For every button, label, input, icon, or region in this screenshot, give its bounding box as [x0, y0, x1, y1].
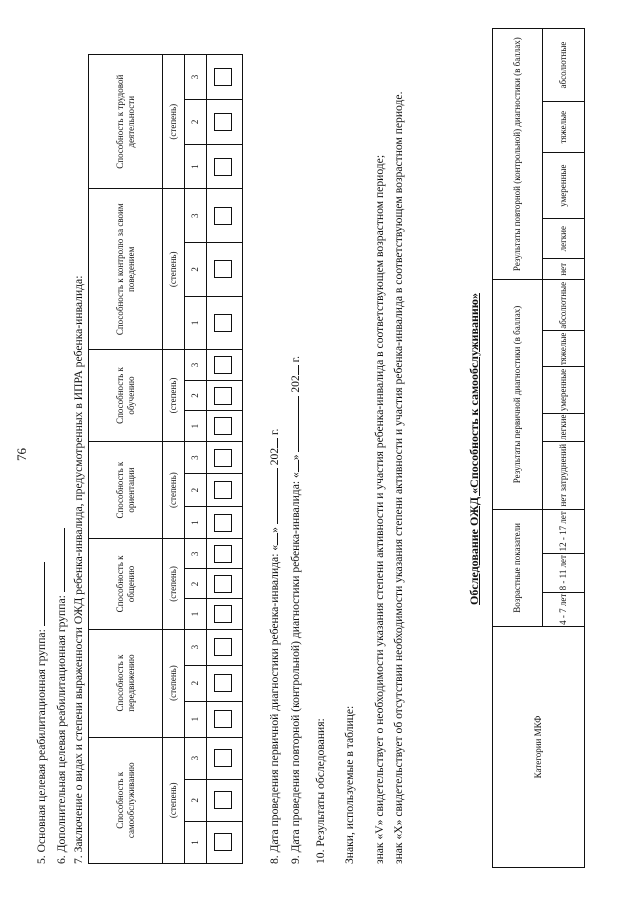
- degree-label-2: (степень): [163, 539, 185, 629]
- degree-label-3: (степень): [163, 441, 185, 539]
- degree-checkbox-cell: [207, 411, 243, 442]
- age-group-cell: 12 - 17 лет: [543, 509, 585, 553]
- degree-checkbox[interactable]: [214, 356, 232, 374]
- degree-checkbox-cell: [207, 701, 243, 737]
- degree-checkbox-cell: [207, 629, 243, 665]
- degree-checkbox[interactable]: [214, 113, 232, 131]
- page-number: 76: [14, 448, 29, 461]
- item-7-line: [72, 276, 85, 864]
- degree-checkbox-cell: [207, 380, 243, 411]
- ojd-header-row: [493, 29, 543, 868]
- degree-checkbox-cell: [207, 599, 243, 629]
- degree-checkbox-cell: [207, 243, 243, 297]
- degree-checkbox-cell: [207, 821, 243, 863]
- degree-checkbox-cell: [207, 189, 243, 243]
- degree-number: 3: [185, 737, 207, 779]
- degree-checkbox-cell: [207, 99, 243, 144]
- degree-checkbox-cell: [207, 506, 243, 539]
- date-8-month[interactable]: [267, 468, 278, 524]
- primary-score-cell: нет затруднений: [543, 441, 585, 509]
- degree-label-5: (степень): [163, 189, 185, 350]
- degree-checkbox[interactable]: [214, 710, 232, 728]
- date-9-year-prefix: 202: [289, 375, 302, 393]
- degree-label-4: (степень): [163, 350, 185, 442]
- degree-checkbox[interactable]: [214, 449, 232, 467]
- degree-number: 1: [185, 411, 207, 442]
- degree-number: 1: [185, 144, 207, 189]
- repeat-score-cell: тяжелые: [543, 102, 585, 153]
- degree-number: 3: [185, 55, 207, 100]
- degree-number: 3: [185, 350, 207, 381]
- ojd-table: [492, 28, 585, 868]
- age-group-cell: 4 - 7 лет: [543, 592, 585, 626]
- degree-number: 2: [185, 779, 207, 821]
- degree-label-1: (степень): [163, 629, 185, 737]
- date-8-year-prefix: 202: [268, 447, 281, 466]
- degree-number: 3: [185, 629, 207, 665]
- degree-checkbox[interactable]: [214, 575, 232, 593]
- item-6-line: [54, 528, 68, 864]
- degree-checkbox[interactable]: [214, 417, 232, 435]
- degree-checkbox[interactable]: [214, 158, 232, 176]
- degree-checkbox-cell: [207, 539, 243, 569]
- degree-row: [163, 55, 185, 864]
- degree-number: 2: [185, 380, 207, 411]
- degree-number: 3: [185, 539, 207, 569]
- degree-number: 1: [185, 296, 207, 350]
- ability-cell-4: Способность к обучению: [89, 350, 163, 442]
- degree-number: 2: [185, 474, 207, 507]
- ability-cell-1: Способность к передвижению: [89, 629, 163, 737]
- degree-number-row: [185, 55, 207, 864]
- repeat-score-cell: легкие: [543, 219, 585, 259]
- degree-checkbox[interactable]: [214, 481, 232, 499]
- degree-number: 3: [185, 189, 207, 243]
- section-title: Обследование ОЖД «Способность к самообслуживанию»: [467, 293, 481, 605]
- degree-number: 1: [185, 599, 207, 629]
- ability-cell-6: Способность к трудовой деятельности: [89, 55, 163, 189]
- degree-number: 1: [185, 506, 207, 539]
- item-5-label: 5. Основная целевая реабилитационная группа:: [35, 629, 48, 864]
- degree-checkbox[interactable]: [214, 314, 232, 332]
- degree-checkbox[interactable]: [214, 68, 232, 86]
- degree-number: 2: [185, 665, 207, 701]
- degree-checkbox-cell: [207, 441, 243, 474]
- date-9-mid: »: [289, 454, 302, 461]
- primary-score-cell: тяжелые: [543, 331, 585, 367]
- age-group-cell: 8 - 11 лет: [543, 553, 585, 592]
- degree-label-6: (степень): [163, 55, 185, 189]
- degree-number: 2: [185, 569, 207, 599]
- degree-label-0: (степень): [163, 737, 185, 863]
- degree-number: 1: [185, 701, 207, 737]
- date-8-line: [267, 429, 281, 864]
- degree-checkbox[interactable]: [214, 638, 232, 656]
- date-8-year[interactable]: [267, 438, 278, 448]
- item-10-label: 10. Результаты обследования:: [314, 718, 327, 864]
- degree-checkbox-cell: [207, 55, 243, 100]
- degree-checkbox[interactable]: [214, 833, 232, 851]
- item-5-line: [34, 562, 48, 864]
- degree-checkbox[interactable]: [214, 514, 232, 532]
- degree-checkbox-cell: [207, 144, 243, 189]
- degree-checkbox-cell: [207, 737, 243, 779]
- date-9-prefix: 9. Дата проведения повторной (контрольной) диагностики ребенка-инвалида: «: [289, 472, 302, 864]
- date-8-mid: »: [268, 527, 281, 533]
- item-5-blank[interactable]: [34, 562, 45, 626]
- date-8-year-suffix: г.: [268, 428, 281, 435]
- item-6-blank[interactable]: [54, 528, 65, 592]
- degree-checkbox-cell: [207, 474, 243, 507]
- degree-checkbox-cell: [207, 779, 243, 821]
- primary-score-cell: умеренные: [543, 367, 585, 413]
- degree-checkbox-cell: [207, 569, 243, 599]
- degree-number: 2: [185, 243, 207, 297]
- degree-checkbox[interactable]: [214, 260, 232, 278]
- ability-cell-3: Способность к ориентации: [89, 441, 163, 539]
- ability-cell-0: Способность к самообслуживанию: [89, 737, 163, 863]
- sign-x-text: знак «X» свидетельствует об отсутствии необходимости указания степени активности и участия ребенка-инвалида в соответствующем возрастном периоде.: [392, 91, 406, 864]
- ojd-age-header: Возрастные показатели: [493, 509, 543, 626]
- signs-label: Знаки, используемые в таблице:: [343, 705, 357, 864]
- ability-cell-2: Способность к общению: [89, 539, 163, 629]
- notes-block: [298, 44, 420, 864]
- item-6-label: 6. Дополнительная целевая реабилитационная группа:: [55, 595, 68, 864]
- date-8-day[interactable]: [267, 533, 278, 545]
- abilities-table: [88, 54, 243, 864]
- ojd-repeat-header: Результаты повторной (контрольной) диагностики (в баллах): [493, 29, 543, 280]
- date-9-year-suffix: г.: [289, 355, 302, 363]
- repeat-score-cell: нет: [543, 259, 585, 280]
- degree-checkbox-cell: [207, 665, 243, 701]
- degree-number: 1: [185, 821, 207, 863]
- item-7-label: 7. Заключение о видах и степени выраженности ОЖД ребенка-инвалида, предусмотренных в ИПРА ребенка-инвалида:: [72, 275, 85, 864]
- degree-checkbox[interactable]: [214, 749, 232, 767]
- ability-cell-5: Способность к контролю за своим поведением: [89, 189, 163, 350]
- degree-checkbox[interactable]: [214, 605, 232, 623]
- degree-checkbox-cell: [207, 350, 243, 381]
- date-8-prefix: 8. Дата проведения первичной диагностики ребенка-инвалида: «: [268, 544, 281, 864]
- repeat-score-cell: умеренные: [543, 153, 585, 219]
- degree-checkbox[interactable]: [214, 545, 232, 563]
- checkbox-row: [207, 55, 243, 864]
- abilities-header-row: [89, 55, 163, 864]
- repeat-score-cell: абсолютные: [543, 29, 585, 102]
- degree-checkbox-cell: [207, 296, 243, 350]
- degree-checkbox[interactable]: [214, 674, 232, 692]
- sign-v-text: знак «V» свидетельствует о необходимости указания степени активности и участия ребенка-инвалида в соответствующем возрастном периоде;: [372, 154, 386, 864]
- degree-number: 2: [185, 99, 207, 144]
- ojd-primary-header: Результаты первичной диагностики (в баллах): [493, 280, 543, 509]
- degree-checkbox[interactable]: [214, 387, 232, 405]
- primary-score-cell: легкие: [543, 413, 585, 441]
- degree-number: 3: [185, 441, 207, 474]
- primary-score-cell: абсолютные: [543, 280, 585, 331]
- degree-checkbox[interactable]: [214, 207, 232, 225]
- degree-checkbox[interactable]: [214, 791, 232, 809]
- ojd-category-header: Категории МКФ: [493, 627, 585, 868]
